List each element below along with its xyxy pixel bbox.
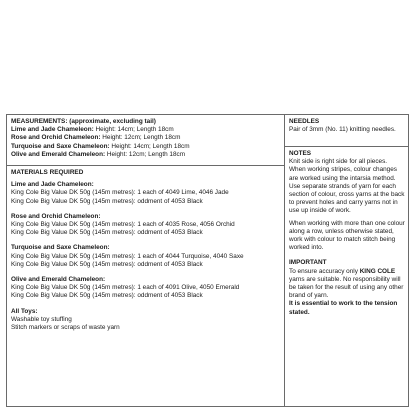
important-text-start: To ensure accuracy only: [289, 267, 360, 275]
measurement-value: Height: 14cm; Length 18cm: [109, 142, 190, 150]
measurement-row: [11, 143, 281, 151]
measurement-name: Rose and Orchid Chameleon:: [11, 134, 101, 142]
materials-line: King Cole Big Value DK 50g (145m metres): oddment of 4053 Black: [11, 260, 203, 268]
materials-group: [11, 213, 281, 238]
materials-group-name: Turquoise and Saxe Chameleon:: [11, 244, 110, 252]
measurement-row: [11, 126, 281, 134]
notes-paragraph: When working with more than one colour along a row, unless otherwise stated, work with colour to match stitch being worked into.: [289, 219, 405, 252]
column-divider: [284, 115, 285, 406]
materials-group-name: Lime and Jade Chameleon:: [11, 181, 94, 189]
row-divider-left: [7, 165, 284, 166]
measurement-value: Height: 14cm; Length 18cm: [93, 126, 174, 134]
materials-line: King Cole Big Value DK 50g (145m metres): 1 each of 4044 Turquoise, 4040 Saxe: [11, 252, 244, 260]
pattern-info-table: [6, 114, 409, 407]
measurements-heading: MEASUREMENTS: (approximate, excluding tail): [11, 118, 156, 125]
row-divider-right: [285, 146, 409, 147]
needles-heading: NEEDLES: [289, 118, 320, 125]
notes-paragraph: When working stripes, colour changes are worked using the intarsia method. Use separate strands of yarn for each section of colour, cross yarns at the back to prevent holes and carry yarns not in use up inside of work.: [289, 166, 405, 215]
materials-cell: [11, 169, 281, 332]
materials-group-name: Olive and Emerald Chameleon:: [11, 276, 106, 284]
materials-line: Stitch markers or scraps of waste yarn: [11, 324, 120, 332]
measurement-row: [11, 134, 281, 142]
materials-line: King Cole Big Value DK 50g (145m metres): 1 each of 4035 Rose, 4056 Orchid: [11, 221, 235, 229]
materials-line: King Cole Big Value DK 50g (145m metres): oddment of 4053 Black: [11, 197, 203, 205]
materials-group: [11, 308, 281, 333]
materials-group-name: Rose and Orchid Chameleon:: [11, 212, 101, 220]
materials-group: [11, 244, 281, 269]
materials-group-name: All Toys:: [11, 307, 38, 315]
measurement-name: Lime and Jade Chameleon:: [11, 126, 94, 134]
notes-heading: NOTES: [289, 150, 312, 157]
materials-group: [11, 276, 281, 301]
measurements-cell: [11, 118, 281, 159]
important-text-end: yarns are suitable. No responsibility will be taken for the result of using any other brand of yarn.: [289, 275, 404, 300]
brand-name: KING COLE: [359, 267, 396, 275]
materials-line: King Cole Big Value DK 50g (145m metres): oddment of 4053 Black: [11, 229, 203, 237]
materials-heading: MATERIALS REQUIRED: [11, 169, 84, 176]
important-text: [289, 268, 407, 301]
materials-group: [11, 181, 281, 206]
measurement-name: Olive and Emerald Chameleon:: [11, 150, 106, 158]
needles-cell: [289, 118, 407, 134]
tension-note: It is essential to work to the tension stated.: [289, 300, 398, 316]
needles-text: Pair of 3mm (No. 11) knitting needles.: [289, 126, 396, 134]
important-heading: IMPORTANT: [289, 259, 327, 267]
measurement-name: Turquoise and Saxe Chameleon:: [11, 142, 110, 150]
notes-paragraph: Knit side is right side for all pieces.: [289, 158, 388, 166]
measurement-value: Height: 12cm; Length 18cm: [100, 134, 181, 142]
materials-line: King Cole Big Value DK 50g (145m metres): oddment of 4053 Black: [11, 292, 203, 300]
materials-line: Washable toy stuffing: [11, 315, 72, 323]
measurement-row: [11, 151, 281, 159]
materials-line: King Cole Big Value DK 50g (145m metres): 1 each of 4091 Olive, 4050 Emerald: [11, 284, 240, 292]
notes-cell: [289, 150, 407, 317]
materials-line: King Cole Big Value DK 50g (145m metres): 1 each of 4049 Lime, 4046 Jade: [11, 189, 229, 197]
measurement-value: Height: 12cm; Length 18cm: [105, 150, 186, 158]
